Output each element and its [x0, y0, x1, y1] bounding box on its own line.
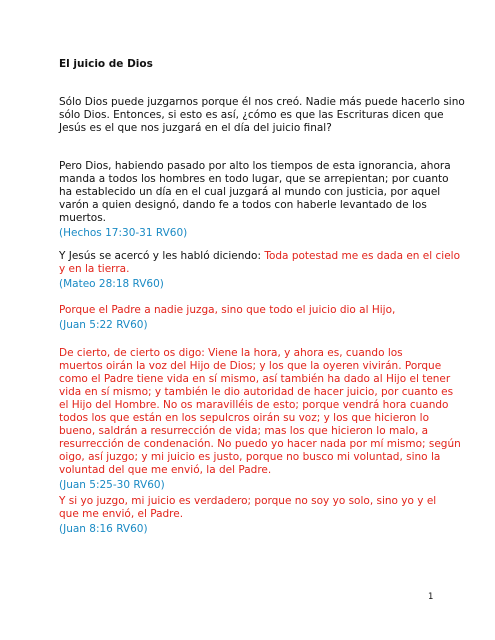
- quote-line: como el Padre tiene vida en sí mismo, así también ha dado al Hijo el tener: [59, 373, 451, 385]
- quote-line: resurrección de condenación. No puedo yo hacer nada por mí mismo; según: [59, 438, 461, 450]
- quote-line: Y si yo juzgo, mi juicio es verdadero; porque no soy yo solo, sino yo y el: [59, 495, 437, 507]
- paragraph-lead: Y Jesús se acercó y les habló diciendo:: [59, 250, 265, 262]
- quote-line: De cierto, de cierto os digo: Viene la hora, y ahora es, cuando los: [59, 347, 403, 359]
- quote-line: el Hijo del Hombre. No os maravilléis de esto; porque vendrá hora cuando: [59, 399, 449, 411]
- paragraph-line: ha establecido un día en el cual juzgará al mundo con justicia, por aquel: [59, 186, 441, 198]
- paragraph-line: Pero Dios, habiendo pasado por alto los tiempos de esta ignorancia, ahora: [59, 160, 451, 172]
- quote-line: muertos oirán la voz del Hijo de Dios; y los que la oyeren vivirán. Porque: [59, 360, 442, 372]
- scripture-reference: (Juan 8:16 RV60): [59, 523, 148, 535]
- quote-line: oigo, así juzgo; y mi juicio es justo, porque no busco mi voluntad, sino la: [59, 451, 441, 463]
- paragraph-juan-5-25: [59, 347, 461, 492]
- paragraph-line: muertos.: [59, 212, 107, 224]
- quote-line: bueno, saldrán a resurrección de vida; mas los que hicieron lo malo, a: [59, 425, 429, 437]
- scripture-reference: (Juan 5:22 RV60): [59, 319, 148, 331]
- paragraph-mateo: [59, 250, 460, 291]
- paragraph-line: manda a todos los hombres en todo lugar, que se arrepientan; por cuanto: [59, 173, 449, 185]
- intro-paragraph: [59, 96, 465, 135]
- page-number: 1: [428, 592, 434, 602]
- quote-text: y en la tierra.: [59, 263, 130, 275]
- paragraph-juan-8-16: [59, 495, 451, 536]
- quote-line: que me envió, el Padre.: [59, 508, 184, 520]
- paragraph-juan-5-22: [59, 304, 451, 332]
- intro-line: sólo Dios. Entonces, si esto es así, ¿cómo es que las Escrituras dicen que: [59, 109, 444, 121]
- quote-line: vida en sí mismo; y también le dio autoridad de hacer juicio, por cuanto es: [59, 386, 454, 398]
- quote-text: Porque el Padre a nadie juzga, sino que todo el juicio dio al Hijo,: [59, 304, 396, 316]
- scripture-reference: (Hechos 17:30-31 RV60): [59, 227, 188, 239]
- document-title: El juicio de Dios: [59, 58, 153, 70]
- scripture-reference: (Mateo 28:18 RV60): [59, 278, 164, 290]
- quote-line: todos los que están en los sepulcros oirán su voz; y los que hicieron lo: [59, 412, 429, 424]
- paragraph-hechos: [59, 160, 451, 240]
- intro-line: Sólo Dios puede juzgarnos porque él nos creó. Nadie más puede hacerlo sino: [59, 96, 465, 108]
- quote-text: Toda potestad me es dada en el cielo: [264, 250, 460, 262]
- quote-line: voluntad del que me envió, la del Padre.: [59, 464, 272, 476]
- scripture-reference: (Juan 5:25-30 RV60): [59, 479, 165, 491]
- intro-line: Jesús es el que nos juzgará en el día del juicio final?: [59, 122, 332, 134]
- paragraph-line: varón a quien designó, dando fe a todos con haberle levantado de los: [59, 199, 427, 211]
